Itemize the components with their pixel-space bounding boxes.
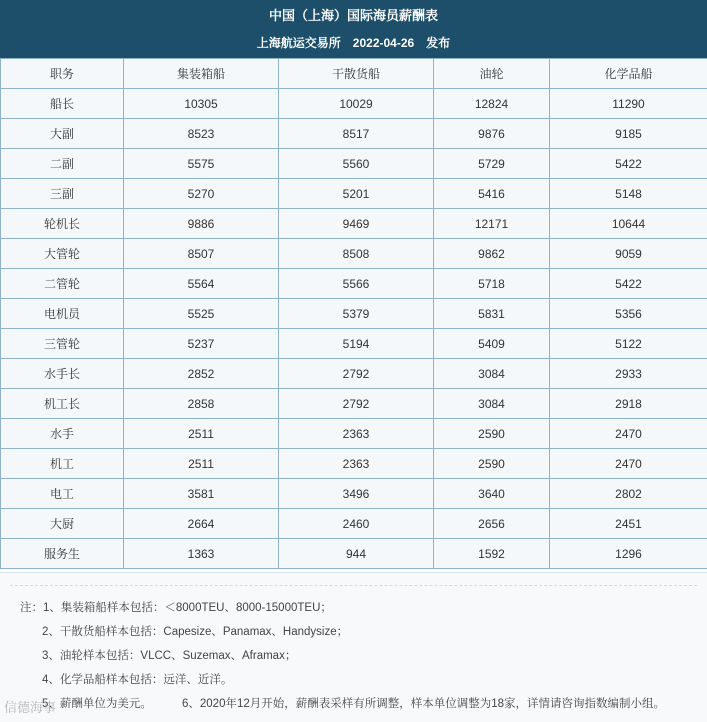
table-row: [1, 509, 707, 539]
salary-cell: 8507: [124, 239, 279, 269]
position-cell: 大管轮: [1, 239, 124, 269]
position-cell: 机工: [1, 449, 124, 479]
watermark: 信德海事: [4, 697, 56, 716]
notes-divider: [10, 585, 697, 586]
page-title: 中国（上海）国际海员薪酬表: [0, 7, 707, 25]
table-row: [1, 119, 707, 149]
salary-cell: 5718: [434, 269, 550, 299]
table-row: [1, 479, 707, 509]
salary-cell: 5270: [124, 179, 279, 209]
salary-cell: 3581: [124, 479, 279, 509]
column-header-row: [1, 59, 707, 89]
salary-cell: 1363: [124, 539, 279, 569]
note-3: 3、油轮样本包括：VLCC、Suzemax、Aframax；: [42, 647, 296, 663]
salary-cell: 10305: [124, 89, 279, 119]
salary-cell: 9469: [279, 209, 434, 239]
note-6: 6、2020年12月开始，薪酬表采样有所调整，样本单位调整为18家，详情请咨询指数编制小组。: [182, 695, 665, 711]
salary-cell: 5201: [279, 179, 434, 209]
table-row: [1, 209, 707, 239]
position-cell: 二管轮: [1, 269, 124, 299]
salary-cell: 10644: [550, 209, 707, 239]
note-4: 4、化学品船样本包括：远洋、近洋。: [42, 671, 232, 687]
salary-cell: 12824: [434, 89, 550, 119]
salary-cell: 2511: [124, 449, 279, 479]
position-cell: 服务生: [1, 539, 124, 569]
salary-cell: 2918: [550, 389, 707, 419]
salary-cell: 2802: [550, 479, 707, 509]
position-cell: 水手长: [1, 359, 124, 389]
salary-cell: 5409: [434, 329, 550, 359]
column-header-oil-tanker: 油轮: [434, 59, 550, 89]
table-row: [1, 299, 707, 329]
table-row: [1, 239, 707, 269]
column-header-bulk-carrier: 干散货船: [279, 59, 434, 89]
salary-cell: 5575: [124, 149, 279, 179]
position-cell: 船长: [1, 89, 124, 119]
salary-cell: 8508: [279, 239, 434, 269]
salary-cell: 5560: [279, 149, 434, 179]
position-cell: 机工长: [1, 389, 124, 419]
salary-cell: 2451: [550, 509, 707, 539]
salary-table: [0, 58, 707, 569]
position-cell: 三管轮: [1, 329, 124, 359]
position-cell: 电工: [1, 479, 124, 509]
salary-cell: 1592: [434, 539, 550, 569]
salary-cell: 8517: [279, 119, 434, 149]
salary-cell: 2792: [279, 359, 434, 389]
column-header-position: 职务: [1, 59, 124, 89]
salary-cell: 5379: [279, 299, 434, 329]
salary-cell: 9886: [124, 209, 279, 239]
salary-cell: 5148: [550, 179, 707, 209]
salary-cell: 2590: [434, 419, 550, 449]
position-cell: 三副: [1, 179, 124, 209]
salary-cell: 2664: [124, 509, 279, 539]
salary-cell: 5422: [550, 269, 707, 299]
salary-cell: 9876: [434, 119, 550, 149]
salary-cell: 9862: [434, 239, 550, 269]
salary-cell: 5729: [434, 149, 550, 179]
salary-cell: 2933: [550, 359, 707, 389]
position-cell: 轮机长: [1, 209, 124, 239]
salary-cell: 5194: [279, 329, 434, 359]
position-cell: 大副: [1, 119, 124, 149]
salary-cell: 5356: [550, 299, 707, 329]
salary-cell: 2470: [550, 449, 707, 479]
salary-cell: 8523: [124, 119, 279, 149]
note-1: 注：1、集装箱船样本包括：＜8000TEU、8000-15000TEU；: [20, 599, 332, 615]
table-row: [1, 149, 707, 179]
table-row: [1, 329, 707, 359]
table-body: [1, 89, 707, 569]
salary-cell: 3496: [279, 479, 434, 509]
salary-cell: 5566: [279, 269, 434, 299]
salary-cell: 2470: [550, 419, 707, 449]
salary-cell: 1296: [550, 539, 707, 569]
salary-cell: 3084: [434, 359, 550, 389]
note-2: 2、干散货船样本包括：Capesize、Panamax、Handysize；: [42, 623, 348, 639]
salary-cell: 2852: [124, 359, 279, 389]
salary-cell: 12171: [434, 209, 550, 239]
salary-cell: 2460: [279, 509, 434, 539]
salary-cell: 3640: [434, 479, 550, 509]
salary-cell: 2363: [279, 419, 434, 449]
column-header-container-ship: 集装箱船: [124, 59, 279, 89]
page-subtitle: 上海航运交易所 2022-04-26 发布: [0, 34, 707, 52]
salary-cell: 9185: [550, 119, 707, 149]
position-cell: 电机员: [1, 299, 124, 329]
note-5: 5、薪酬单位为美元。: [42, 695, 152, 711]
column-header-chemical-tanker: 化学品船: [550, 59, 707, 89]
notes-section: [0, 572, 707, 722]
salary-cell: 2363: [279, 449, 434, 479]
salary-cell: 11290: [550, 89, 707, 119]
table-row: [1, 419, 707, 449]
position-cell: 二副: [1, 149, 124, 179]
table-row: [1, 389, 707, 419]
table-row: [1, 539, 707, 569]
salary-cell: 3084: [434, 389, 550, 419]
table-row: [1, 179, 707, 209]
salary-cell: 5416: [434, 179, 550, 209]
salary-cell: 9059: [550, 239, 707, 269]
salary-cell: 944: [279, 539, 434, 569]
table-row: [1, 89, 707, 119]
salary-cell: 5122: [550, 329, 707, 359]
salary-cell: 10029: [279, 89, 434, 119]
table-row: [1, 359, 707, 389]
salary-cell: 5564: [124, 269, 279, 299]
salary-cell: 2792: [279, 389, 434, 419]
salary-cell: 2511: [124, 419, 279, 449]
salary-cell: 5422: [550, 149, 707, 179]
salary-cell: 5525: [124, 299, 279, 329]
table-row: [1, 449, 707, 479]
salary-cell: 2590: [434, 449, 550, 479]
table-header: [0, 0, 707, 58]
salary-cell: 5237: [124, 329, 279, 359]
position-cell: 水手: [1, 419, 124, 449]
salary-cell: 5831: [434, 299, 550, 329]
salary-cell: 2858: [124, 389, 279, 419]
salary-cell: 2656: [434, 509, 550, 539]
table-row: [1, 269, 707, 299]
position-cell: 大厨: [1, 509, 124, 539]
